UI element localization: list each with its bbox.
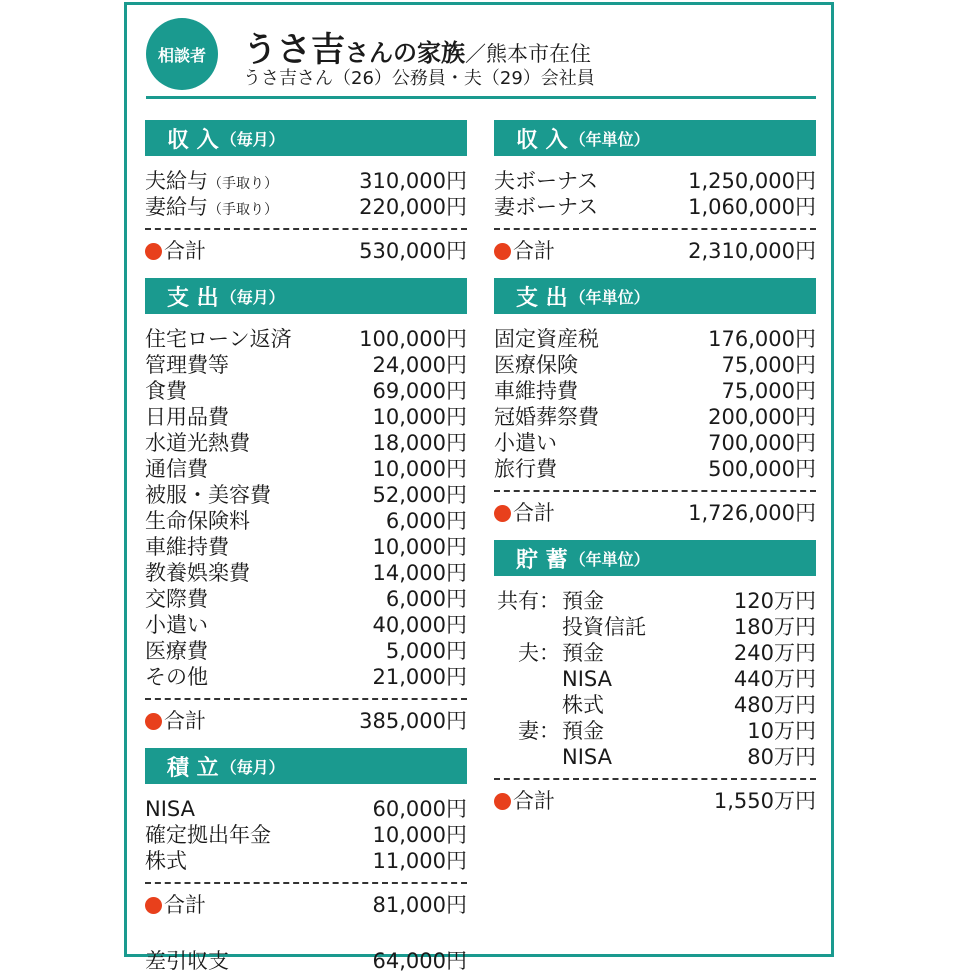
list-item: 食費 69,000円 (145, 379, 467, 403)
list-item: 確定拠出年金 10,000円 (145, 823, 467, 847)
list-item: 小遣い 700,000円 (494, 431, 816, 455)
section-title: 支 出 (516, 285, 568, 311)
section-header-savings-monthly (145, 748, 467, 784)
list-item: 夫： 預金 240万円 (518, 641, 816, 665)
section-title: 収 入 (516, 127, 568, 153)
total-row: 合計 1,726,000円 (494, 500, 816, 526)
section-header-expense-monthly (145, 278, 467, 314)
list-item: 小遣い 40,000円 (145, 613, 467, 637)
section-unit: （年単位） (569, 129, 650, 149)
dashed-divider (494, 228, 816, 230)
income-annual-list (494, 156, 816, 220)
list-item: 妻ボーナス 1,060,000円 (494, 195, 816, 219)
dashed-divider (145, 698, 467, 700)
income-monthly-list (145, 156, 467, 220)
list-item: 被服・美容費 52,000円 (145, 483, 467, 507)
net-balance-row: 差引収支 64,000円 (145, 949, 467, 973)
bullet-dot-icon (494, 505, 511, 522)
list-item: 管理費等 24,000円 (145, 353, 467, 377)
list-item: 妻給与（手取り） 220,000円 (145, 195, 467, 219)
list-item: 投資信託 180万円 (562, 615, 816, 639)
expense-annual-list (494, 314, 816, 482)
list-item: 交際費 6,000円 (145, 587, 467, 611)
section-header-income-annual (494, 120, 816, 156)
list-item: 株式 11,000円 (145, 849, 467, 873)
list-item: 医療費 5,000円 (145, 639, 467, 663)
list-item: 株式 480万円 (562, 693, 816, 717)
bullet-dot-icon (494, 243, 511, 260)
list-item: 共有： 預金 120万円 (497, 589, 816, 613)
expense-monthly-list (145, 314, 467, 690)
section-unit: （毎月） (220, 129, 285, 149)
header-divider (146, 96, 816, 99)
list-item: その他 21,000円 (145, 665, 467, 689)
consultant-badge: 相談者 (146, 18, 218, 90)
total-row: 合計 530,000円 (145, 238, 467, 264)
list-item: 夫ボーナス 1,250,000円 (494, 169, 816, 193)
location: ／熊本市在住 (465, 42, 591, 66)
section-unit: （毎月） (220, 757, 285, 777)
total-row: 合計 385,000円 (145, 708, 467, 734)
family-suffix: さんの家族 (345, 39, 465, 67)
total-row: 合計 1,550万円 (494, 788, 816, 814)
list-item: 通信費 10,000円 (145, 457, 467, 481)
section-header-income-monthly (145, 120, 467, 156)
bullet-dot-icon (494, 793, 511, 810)
list-item: NISA 440万円 (562, 667, 816, 691)
section-title: 積 立 (167, 755, 219, 781)
list-item: 生命保険料 6,000円 (145, 509, 467, 533)
section-title: 収 入 (167, 127, 219, 153)
section-unit: （年単位） (569, 287, 650, 307)
assets-list (494, 576, 816, 770)
right-column (494, 120, 816, 814)
list-item: 水道光熱費 18,000円 (145, 431, 467, 455)
section-unit: （年単位） (569, 549, 650, 569)
total-row: 合計 81,000円 (145, 892, 467, 918)
list-item: 住宅ローン返済 100,000円 (145, 327, 467, 351)
section-header-assets (494, 540, 816, 576)
section-header-expense-annual (494, 278, 816, 314)
list-item: 車維持費 10,000円 (145, 535, 467, 559)
list-item: 日用品費 10,000円 (145, 405, 467, 429)
list-item: 旅行費 500,000円 (494, 457, 816, 481)
list-item: 医療保険 75,000円 (494, 353, 816, 377)
left-column (145, 120, 467, 974)
list-item: 車維持費 75,000円 (494, 379, 816, 403)
family-name: うさ吉 (243, 30, 345, 70)
list-item: 固定資産税 176,000円 (494, 327, 816, 351)
family-members: うさ吉さん（26）公務員・夫（29）会社員 (243, 68, 595, 89)
bullet-dot-icon (145, 713, 162, 730)
dashed-divider (145, 228, 467, 230)
total-row: 合計 2,310,000円 (494, 238, 816, 264)
list-item: NISA 80万円 (562, 745, 816, 769)
list-item: NISA 60,000円 (145, 797, 467, 821)
list-item: 夫給与（手取り） 310,000円 (145, 169, 467, 193)
section-title: 貯 蓄 (516, 547, 568, 573)
list-item: 妻： 預金 10万円 (518, 719, 816, 743)
list-item: 冠婚葬祭費 200,000円 (494, 405, 816, 429)
list-item: 教養娯楽費 14,000円 (145, 561, 467, 585)
bullet-dot-icon (145, 243, 162, 260)
savings-monthly-list (145, 784, 467, 874)
section-title: 支 出 (167, 285, 219, 311)
section-unit: （毎月） (220, 287, 285, 307)
bullet-dot-icon (145, 897, 162, 914)
dashed-divider (494, 778, 816, 780)
dashed-divider (494, 490, 816, 492)
dashed-divider (145, 882, 467, 884)
